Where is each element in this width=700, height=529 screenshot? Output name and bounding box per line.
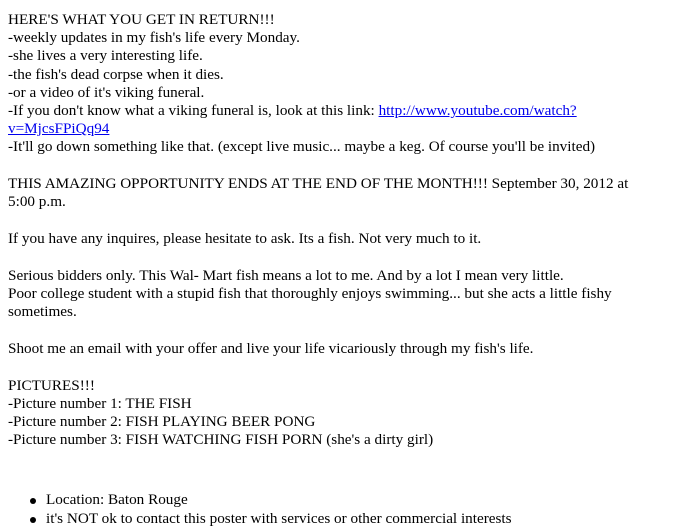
serious-line-1: Serious bidders only. This Wal- Mart fish means a lot to me. And by a lot I mean very little.	[8, 266, 564, 284]
location-text: Location: Baton Rouge	[46, 491, 188, 509]
posting-meta-list	[8, 491, 692, 528]
deadline-line-2: 5:00 p.m.	[8, 193, 66, 211]
youtube-link-line-2	[8, 120, 692, 138]
return-line-3: -the fish's dead corpse when it dies.	[8, 65, 224, 83]
bullet-icon	[30, 498, 36, 504]
picture-item-2: -Picture number 2: FISH PLAYING BEER PONG	[8, 412, 316, 430]
return-line-4: -or a video of it's viking funeral.	[8, 83, 205, 101]
email-text: Shoot me an email with your offer and live your life vicariously through my fish's life.	[8, 339, 534, 357]
picture-item-1: -Picture number 1: THE FISH	[8, 394, 192, 412]
return-section	[8, 11, 692, 157]
email-section	[8, 340, 692, 358]
viking-funeral-line	[8, 102, 692, 120]
pictures-section	[8, 377, 692, 450]
commercial-notice-text: it's NOT ok to contact this poster with services or other commercial interests	[46, 510, 512, 528]
return-line-2: -she lives a very interesting life.	[8, 47, 203, 65]
funeral-description: -It'll go down something like that. (except live music... maybe a keg. Of course you'll be invited)	[8, 138, 596, 156]
pictures-heading: PICTURES!!!	[8, 376, 95, 394]
serious-line-3: sometimes.	[8, 303, 77, 321]
return-line-1: -weekly updates in my fish's life every Monday.	[8, 29, 300, 47]
return-heading: HERE'S WHAT YOU GET IN RETURN!!!	[8, 11, 275, 28]
viking-funeral-text: -If you don't know what a viking funeral is, look at this link:	[8, 102, 379, 120]
serious-line-2: Poor college student with a stupid fish that thoroughly enjoys swimming... but she acts a little fishy	[8, 284, 612, 302]
bullet-icon	[30, 517, 36, 523]
inquiries-section	[8, 230, 692, 248]
location-item	[46, 491, 692, 510]
serious-bidders-section	[8, 267, 692, 322]
deadline-line-1: THIS AMAZING OPPORTUNITY ENDS AT THE END OF THE MONTH!!! September 30, 2012 at	[8, 175, 629, 193]
deadline-section	[8, 175, 692, 211]
inquiries-text: If you have any inquires, please hesitate to ask. Its a fish. Not very much to it.	[8, 230, 482, 248]
youtube-link[interactable]: http://www.youtube.com/watch?	[378, 102, 577, 120]
youtube-link-continued[interactable]: v=MjcsFPiQq94	[8, 120, 110, 138]
picture-item-3: -Picture number 3: FISH WATCHING FISH PORN (she's a dirty girl)	[8, 431, 434, 449]
